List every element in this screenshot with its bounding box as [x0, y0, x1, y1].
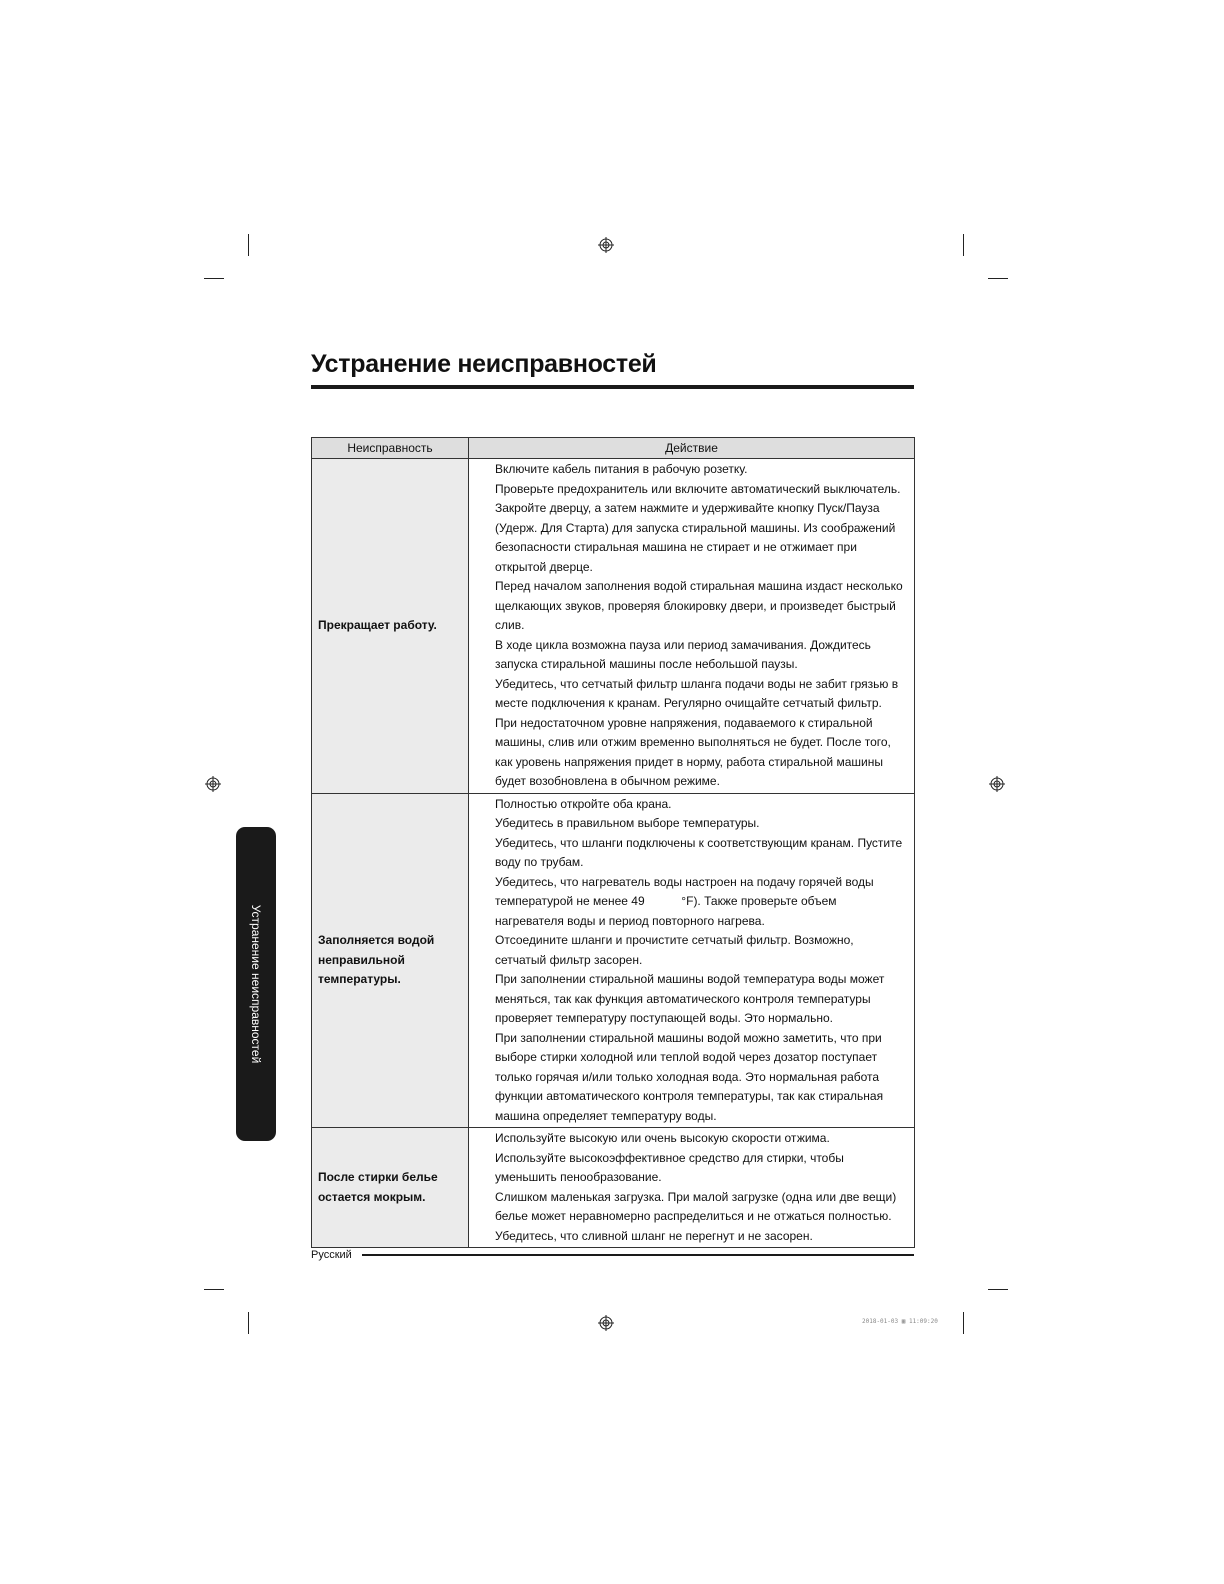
registration-mark-icon — [598, 1315, 614, 1331]
action-list — [495, 460, 908, 792]
action-cell — [469, 459, 915, 794]
action-item: Включите кабель питания в рабочую розетку. — [495, 462, 748, 476]
print-stamp: 2018-01-03 ▦ 11:09:20 — [862, 1318, 938, 1325]
action-item: Слишком маленькая загрузка. При малой загрузке (одна или две вещи) белье может неравномерно распределиться и не отжаться полностью. — [495, 1189, 897, 1223]
action-item: Убедитесь, что шланги подключены к соответствующим кранам. Пустите воду по трубам. — [495, 835, 903, 869]
title-rule — [311, 385, 914, 389]
crop-mark — [963, 234, 964, 256]
troubleshooting-table — [311, 437, 915, 1248]
action-item: При заполнении стиральной машины водой температура воды может меняться, так как функция автоматического контроля температуры проверяет температуру поступающей воды. Это нормально. — [495, 972, 885, 1025]
crop-mark — [988, 278, 1008, 279]
table-row — [312, 793, 915, 1128]
action-item: Полностью откройте оба крана. — [495, 796, 672, 811]
action-item: Закройте дверцу, а затем нажмите и удерживайте кнопку Пуск/Пауза (Удерж. Для Старта) для запуска стиральной машины. Из соображений безопасности стиральная машина не стирает и не отжимает при открытой дверце. — [495, 501, 896, 574]
action-item: Убедитесь, что нагреватель воды настроен на подачу горячей воды температурой не менее 49 °F). Также проверьте объем нагревателя воды и период повторного нагрева. — [495, 874, 878, 928]
page-title: Устранение неисправностей — [311, 350, 657, 378]
action-item: Проверьте предохранитель или включите автоматический выключатель. — [495, 481, 901, 496]
action-cell — [469, 793, 915, 1128]
problem-cell: Заполняется водой неправильной температуры. — [312, 793, 469, 1128]
footer-language: Русский — [311, 1249, 352, 1261]
action-item: Отсоедините шланги и прочистите сетчатый фильтр. Возможно, сетчатый фильтр засорен. — [495, 933, 854, 967]
action-list — [495, 795, 908, 1127]
side-tab-label: Устранение неисправностей — [249, 904, 263, 1064]
crop-mark — [248, 1312, 249, 1334]
crop-mark — [963, 1312, 964, 1334]
problem-cell: После стирки белье остается мокрым. — [312, 1128, 469, 1248]
action-list — [495, 1129, 908, 1246]
action-item: При недостаточном уровне напряжения, подаваемого к стиральной машины, слив или отжим временно выполняться не будет. После того, как уровень напряжения придет в норму, работа стиральной машины будет возобновлена в обычном режиме. — [495, 715, 891, 788]
table-row — [312, 1128, 915, 1248]
crop-mark — [204, 1289, 224, 1290]
header-action: Действие — [469, 438, 915, 459]
action-item: Используйте высокую или очень высокую скорости отжима. — [495, 1131, 830, 1145]
crop-mark — [248, 234, 249, 256]
registration-mark-icon — [205, 776, 221, 792]
action-item: Убедитесь в правильном выборе температуры. — [495, 816, 760, 830]
action-cell — [469, 1128, 915, 1248]
action-item: При заполнении стиральной машины водой можно заметить, что при выборе стирки холодной или теплой водой через дозатор поступает только горячая и/или только холодная вода. Это нормальная работа функции автоматического контроля температуры, так как стиральная машина определяет температуру воды. — [495, 1030, 884, 1123]
problem-cell: Прекращает работу. — [312, 459, 469, 794]
registration-mark-icon — [598, 237, 614, 253]
footer-rule — [362, 1254, 914, 1256]
action-item: Убедитесь, что сетчатый фильтр шланга подачи воды не забит грязью в месте подключения к кранам. Регулярно очищайте сетчатый фильтр. — [495, 676, 899, 710]
action-item: Убедитесь, что сливной шланг не перегнут и не засорен. — [495, 1228, 813, 1243]
table-row — [312, 459, 915, 794]
action-item: Используйте высокоэффективное средство для стирки, чтобы уменьшить пенообразование. — [495, 1150, 844, 1184]
registration-mark-icon — [989, 776, 1005, 792]
action-item: В ходе цикла возможна пауза или период замачивания. Дождитесь запуска стиральной машины после небольшой паузы. — [495, 637, 871, 671]
header-problem: Неисправность — [312, 438, 469, 459]
table-header-row — [312, 438, 915, 459]
crop-mark — [204, 278, 224, 279]
crop-mark — [988, 1289, 1008, 1290]
section-side-tab — [236, 827, 276, 1141]
action-item: Перед началом заполнения водой стиральная машина издаст несколько щелкающих звуков, проверяя блокировку двери, и произведет быстрый слив. — [495, 579, 903, 632]
